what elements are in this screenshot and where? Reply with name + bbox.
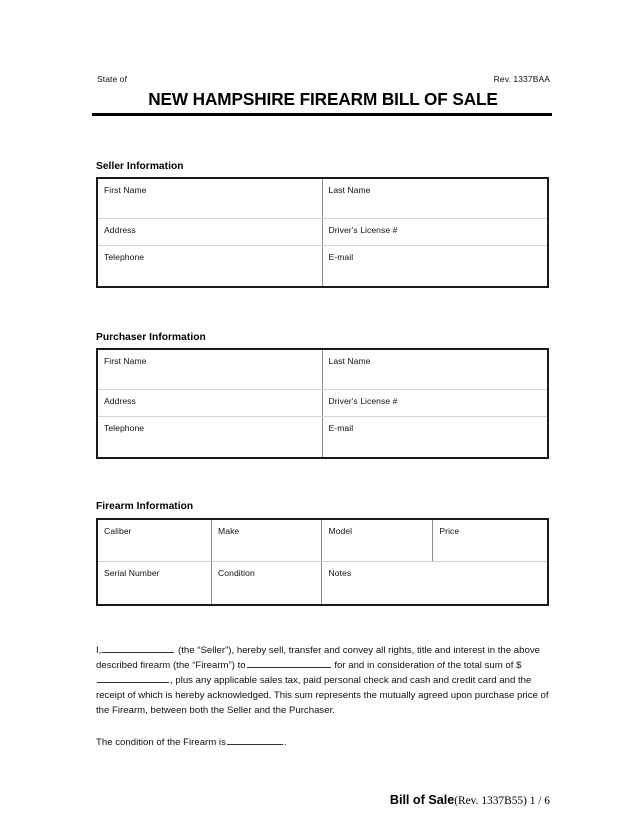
seller-telephone-cell[interactable]: Telephone (98, 246, 323, 286)
firearm-notes-cell[interactable]: Notes (328, 568, 352, 578)
purchaser-email-cell[interactable]: E-mail (328, 423, 354, 433)
seller-email-cell[interactable]: E-mail (328, 252, 354, 262)
title-divider (92, 113, 552, 116)
table-row (98, 520, 547, 562)
purchaser-information-table (96, 348, 549, 459)
table-row (98, 417, 547, 457)
purchaser-name-blank[interactable] (247, 659, 331, 668)
paragraph-text-part-4: , plus any applicable sales tax, paid personal check and cash and credit card and the receipt of which is hereby acknowledged. This sum represents the mutually agreed upon purchase price of the Firearm, between both the Seller and the Purchaser. (96, 674, 549, 716)
condition-text-part-1: The condition of the Firearm is (96, 737, 226, 748)
firearm-condition-blank[interactable] (227, 736, 283, 745)
purchaser-last-name-cell[interactable]: Last Name (328, 356, 371, 366)
purchaser-address-cell[interactable]: Address (98, 390, 323, 416)
purchaser-section-heading: Purchaser Information (96, 332, 206, 343)
paragraph-text-part-2: (the “Seller”), hereby sell, transfer and convey all rights, title and interest in the above described firearm (the “Firearm”) to (96, 645, 540, 671)
sum-amount-blank[interactable] (97, 674, 169, 683)
table-row (98, 219, 547, 246)
page-title: NEW HAMPSHIRE FIREARM BILL OF SALE (148, 89, 498, 109)
seller-name-blank[interactable] (102, 644, 174, 653)
firearm-make-cell[interactable]: Make (212, 520, 322, 561)
firearm-condition-cell[interactable]: Condition (212, 562, 322, 604)
seller-address-cell[interactable]: Address (98, 219, 323, 245)
paragraph-text-part-3: for and in consideration of the total sum of $ (334, 659, 522, 671)
firearm-serial-number-cell[interactable]: Serial Number (98, 562, 212, 604)
purchaser-drivers-license-cell[interactable]: Driver's License # (328, 396, 398, 406)
table-row (98, 179, 547, 219)
footer-revision-and-page: (Rev. 1337B55) 1 / 6 (454, 795, 550, 807)
table-row (98, 350, 547, 390)
condition-text-part-2: . (283, 737, 287, 748)
seller-information-table (96, 177, 549, 288)
conveyance-paragraph (96, 644, 550, 719)
firearm-information-table (96, 518, 549, 606)
condition-paragraph (96, 736, 550, 751)
purchaser-telephone-cell[interactable]: Telephone (98, 417, 323, 457)
document-header (96, 74, 550, 88)
firearm-model-cell[interactable]: Model (322, 520, 433, 561)
page-footer (96, 791, 550, 809)
table-row (98, 390, 547, 417)
firearm-price-cell[interactable]: Price (439, 526, 460, 536)
firearm-section-heading: Firearm Information (96, 501, 194, 512)
firearm-caliber-cell[interactable]: Caliber (98, 520, 212, 561)
footer-title: Bill of Sale (389, 793, 455, 807)
seller-last-name-cell[interactable]: Last Name (328, 185, 371, 195)
revision-code: Rev. 1337BAA (493, 74, 550, 84)
table-row (98, 562, 547, 604)
seller-section-heading: Seller Information (96, 161, 184, 172)
seller-first-name-cell[interactable]: First Name (98, 179, 323, 218)
seller-drivers-license-cell[interactable]: Driver's License # (328, 225, 398, 235)
table-row (98, 246, 547, 286)
paragraph-text-part-1: I, (96, 645, 102, 656)
purchaser-first-name-cell[interactable]: First Name (98, 350, 323, 389)
state-of-label: State of (97, 74, 128, 84)
